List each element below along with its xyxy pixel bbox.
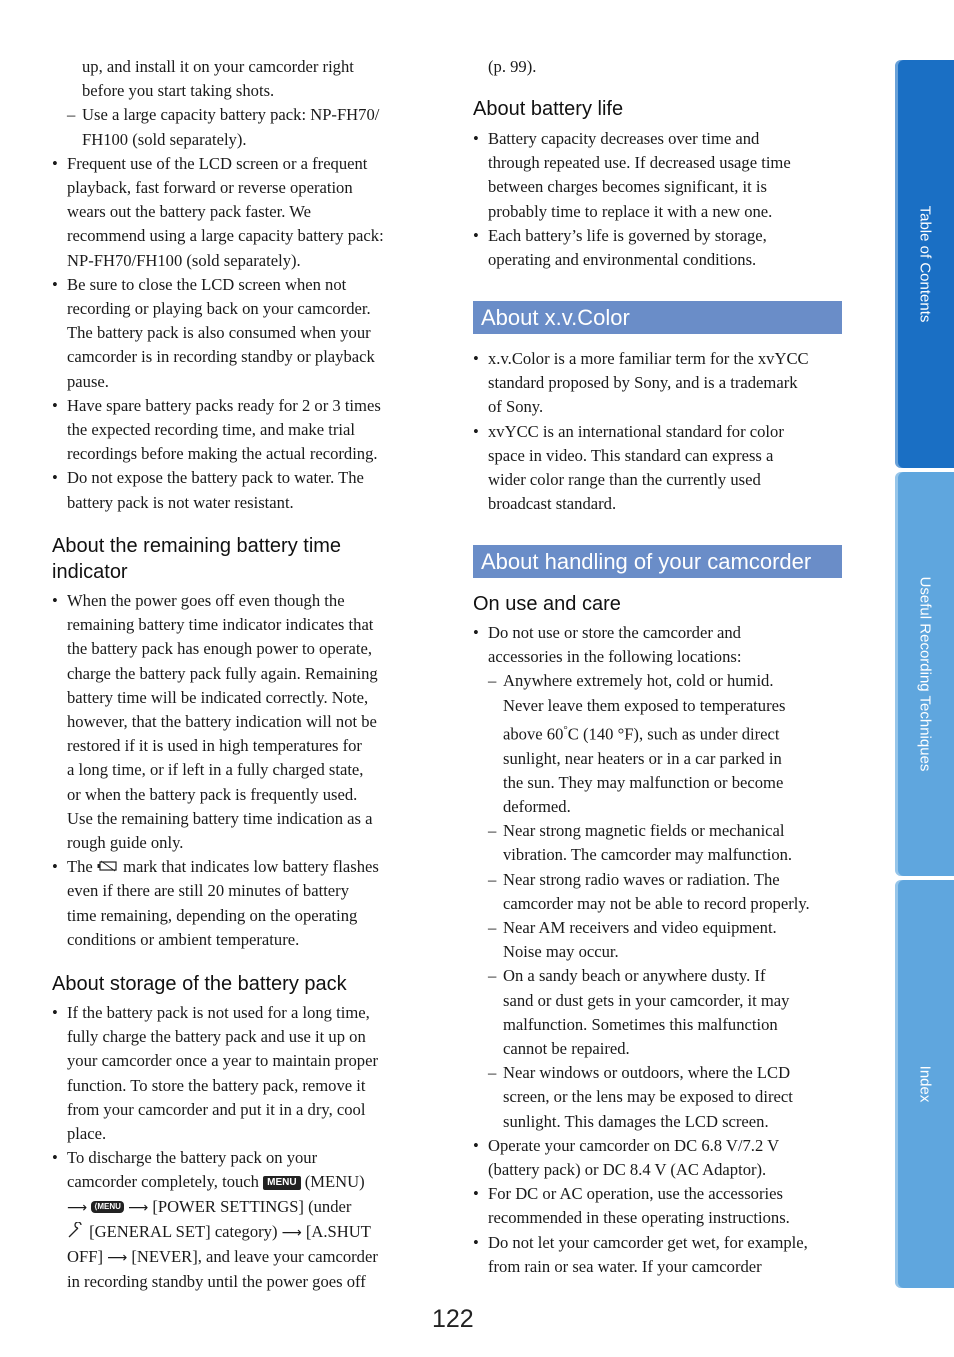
dash-item: – Near strong magnetic fields or mechanical vibration. The camcorder may malfunction. xyxy=(473,819,845,867)
menu-button-icon: MENU xyxy=(263,1176,300,1190)
dash-item: – On a sandy beach or anywhere dusty. If sand or dust gets in your camcorder, it may malfunction. Sometimes this malfunction cannot be repaired. xyxy=(473,964,845,1061)
bullet-item: • xvYCC is an international standard for color space in video. This standard can express a wider color range than the currently used broadcast standard. xyxy=(473,420,845,517)
wrench-icon xyxy=(67,1222,89,1241)
bullet-item: • If the battery pack is not used for a long time, fully charge the battery pack and use it up on your camcorder once a year to maintain proper function. To store the battery pack, remove it from your camcorder and put it in a dry, cool place. xyxy=(52,1001,420,1146)
heading-remaining-battery: About the remaining battery time indicator xyxy=(52,535,342,583)
bullet-item: • The mark that indicates low battery flashes even if there are still 20 minutes of battery time remaining, depending on the operating conditions or ambient temperature. xyxy=(52,855,420,952)
bullet-item: • When the power goes off even though the remaining battery time indicator indicates that the battery pack has enough power to operate, charge the battery pack fully again. Remaining battery time will be indicated correctly. Note, however, that the battery indication will not be restored if it is used in high temperatures for a long time, or if left in a fully charged state, or when the battery pack is frequently used. Use the remaining battery time indication as a rough guide only. xyxy=(52,589,420,855)
tab-useful-recording-techniques[interactable]: Useful Recording Techniques xyxy=(895,472,954,876)
arrow-right-icon: ⟶ xyxy=(107,1250,128,1267)
bullet-item: • To discharge the battery pack on your camcorder completely, touch MENU (MENU) ⟶ ⟨MENU ⟶ [POWER SETTINGS] (under [GENERAL SET] category) ⟶ [A.SHUT OFF] ⟶ [NEVER], and leave your camcorder in recording standby until the power goes off xyxy=(52,1146,420,1294)
bullet-item: • Battery capacity decreases over time and through repeated use. If decreased usage time between charges becomes significant, it is probably time to replace it with a new one. xyxy=(473,127,845,224)
low-battery-icon xyxy=(97,857,123,876)
bullet-item: • Do not let your camcorder get wet, for example, from rain or sea water. If your camcorder xyxy=(473,1231,845,1279)
bullet-item: • Do not expose the battery pack to water. The battery pack is not water resistant. xyxy=(52,466,420,514)
heading-storage: About storage of the battery pack xyxy=(52,973,347,995)
dash-item: – Anywhere extremely hot, cold or humid. Never leave them exposed to temperatures above 60°C (140 °F), such as under direct sunlight, near heaters or in a car parked in the sun. They may malfunction or become deformed. xyxy=(473,669,845,819)
bullet-item: • Have spare battery packs ready for 2 or 3 times the expected recording time, and make trial recordings before making the actual recording. xyxy=(52,394,420,467)
bullet-item: • Be sure to close the LCD screen when not recording or playing back on your camcorder. The battery pack is also consumed when your camcorder is in recording standby or playback pause. xyxy=(52,273,420,394)
tab-table-of-contents[interactable]: Table of Contents xyxy=(895,60,954,468)
page-number: 122 xyxy=(432,1305,474,1333)
bullet-item: • Do not use or store the camcorder and accessories in the following locations: xyxy=(473,621,845,669)
heading-battery-life: About battery life xyxy=(473,98,624,120)
section-title-xvcolor: About x.v.Color xyxy=(473,301,842,334)
arrow-right-icon: ⟶ xyxy=(128,1199,149,1216)
dash-item: – Near windows or outdoors, where the LCD screen, or the lens may be exposed to direct sunlight. This damages the LCD screen. xyxy=(473,1061,845,1134)
dash-item: – Near AM receivers and video equipment. Noise may occur. xyxy=(473,916,845,964)
arrow-right-icon: ⟶ xyxy=(67,1199,88,1216)
bullet-item: • x.v.Color is a more familiar term for the xvYCC standard proposed by Sony, and is a trademark of Sony. xyxy=(473,347,845,420)
bullet-item: • Each battery’s life is governed by storage, operating and environmental conditions. xyxy=(473,224,845,272)
continued-text: (p. 99). xyxy=(488,57,537,76)
bullet-item: • Frequent use of the LCD screen or a frequent playback, fast forward or reverse operation wears out the battery pack faster. We recommend using a large capacity battery pack: NP-FH70/FH100 (sold separately). xyxy=(52,152,420,273)
tab-index[interactable]: Index xyxy=(895,880,954,1288)
section-title-handling: About handling of your camcorder xyxy=(473,545,842,578)
heading-use-and-care: On use and care xyxy=(473,593,621,615)
dash-item: – Near strong radio waves or radiation. The camcorder may not be able to record properly. xyxy=(473,868,845,916)
arrow-right-icon: ⟶ xyxy=(281,1224,302,1241)
menu-tab-icon: ⟨MENU xyxy=(91,1201,124,1213)
continued-text: up, and install it on your camcorder right before you start taking shots. xyxy=(82,57,354,101)
bullet-item: • Operate your camcorder on DC 6.8 V/7.2 V (battery pack) or DC 8.4 V (AC Adaptor). xyxy=(473,1134,845,1182)
bullet-item: • For DC or AC operation, use the accessories recommended in these operating instructions. xyxy=(473,1182,845,1230)
dash-item: – Use a large capacity battery pack: NP-FH70/ FH100 (sold separately). xyxy=(52,103,420,151)
